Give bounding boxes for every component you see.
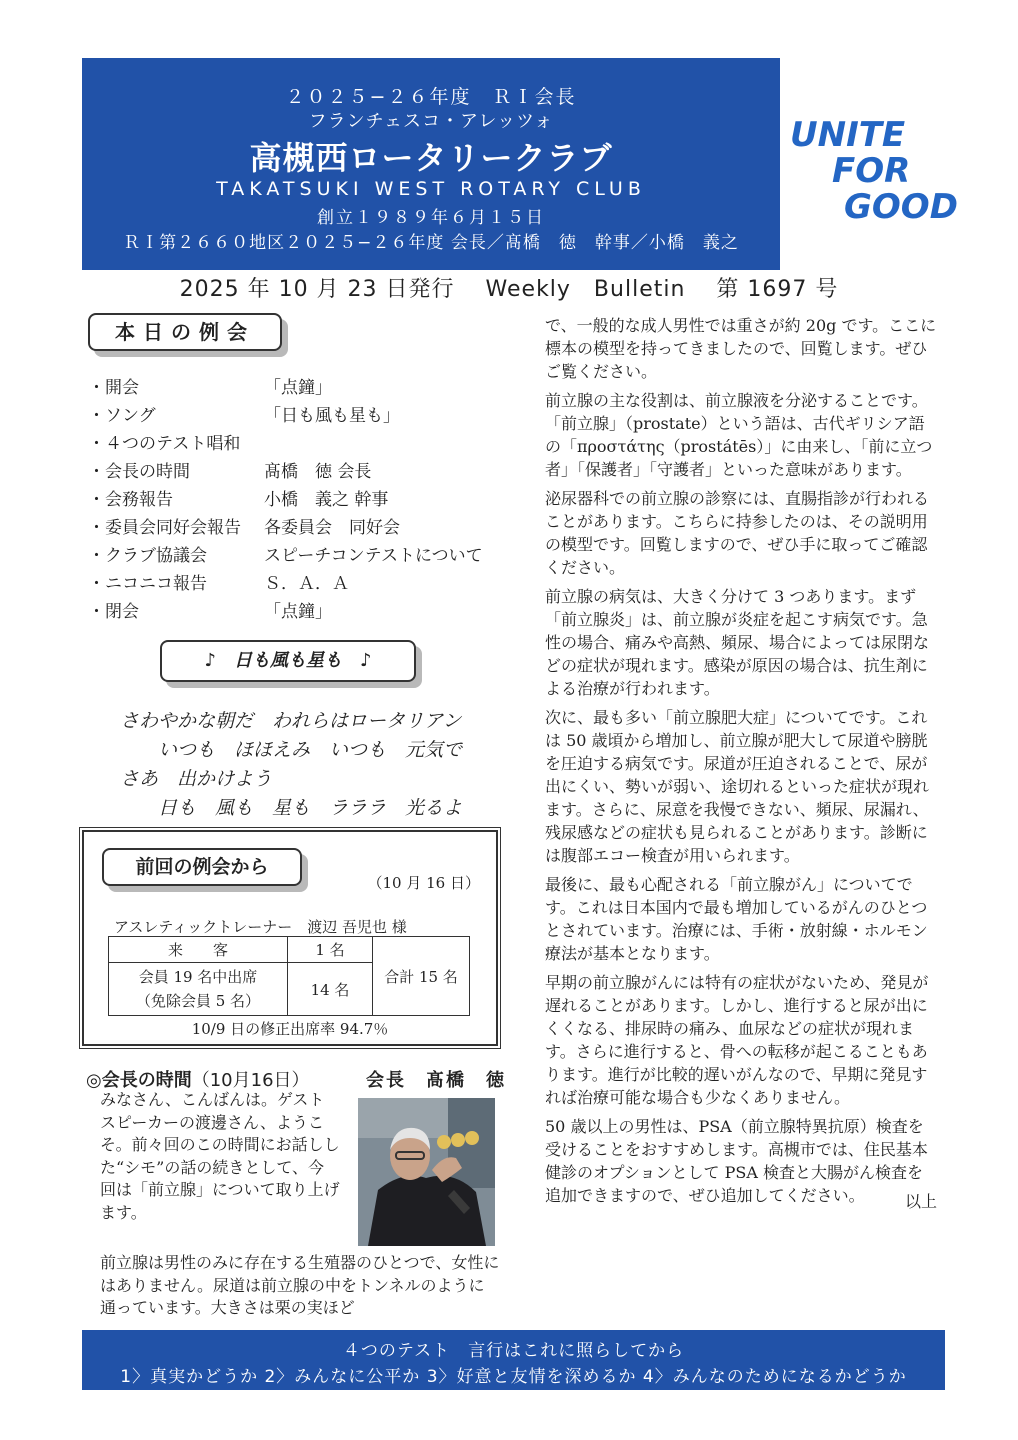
agenda-item: ・閉会 「点鐘」	[88, 602, 332, 622]
slogan-word-2: FOR	[832, 151, 911, 191]
article-paragraph: で、一般的な成人男性では重さが約 20g です。ここに標本の模型を持ってきましたので、回覧します。ぜひご覧ください。	[545, 316, 937, 381]
president-name: 会長 髙橋 徳	[366, 1070, 506, 1091]
article-right-column	[545, 314, 937, 1219]
agenda-item: ・会務報告 小橋 義之 幹事	[88, 490, 389, 510]
agenda-item: ・クラブ協議会 スピーチコンテストについて	[88, 546, 483, 566]
previous-meeting-date: （10 月 16 日）	[367, 874, 480, 892]
attendance-table	[108, 936, 470, 1016]
article-paragraph: 早期の前立腺がんには特有の症状がないため、発見が遅れることがあります。しかし、進行すると尿が出にくくなる、排尿時の痛み、血尿などの症状が現れます。さらに進行すると、骨への転移が起こることもあります。進行が比較的遅いがんなので、早期に発見すれば治療可能な場合も少なくありません。	[545, 973, 929, 1107]
agenda-item: ・ソング 「日も風も星も」	[88, 406, 400, 426]
president-photo	[358, 1098, 495, 1246]
masthead	[82, 58, 780, 270]
article-paragraph: 最後に、最も心配される「前立腺がん」についてです。これは日本国内で最も増加しているがんのひとつとされています。治療には、手術・放射線・ホルモン療法が基本となります。	[545, 875, 928, 963]
members-count: 14 名	[288, 963, 373, 1016]
guest-speaker: アスレティックトレーナー 渡辺 吾児也 様	[114, 918, 407, 936]
unite-for-good-logo	[790, 116, 965, 226]
article-paragraph: 泌尿器科での前立腺の診察には、直腸指診が行われることがあります。こちらに持参したのは、その説明用の模型です。回覧しますので、ぜひ手に取ってご確認ください。	[545, 489, 930, 577]
slogan-word-3: GOOD	[844, 187, 958, 227]
issue-line: 2025 年 10 月 23 日発行 Weekly Bulletin 第 1697 号	[179, 277, 839, 302]
agenda-item: ・４つのテスト唱和	[88, 434, 241, 454]
article-paragraph: 50 歳以上の男性は、PSA（前立腺特異抗原）検査を受けることをおすすめします。高槻市では、住民基本健診のオプションとして PSA 検査と大腸がん検査を追加できますので、ぜひ追加してください。	[545, 1117, 928, 1205]
agenda-item: ・ニコニコ報告 Ｓ．Ａ．Ａ	[88, 574, 349, 594]
song-title: ♪ 日も風も星も ♪	[160, 640, 416, 682]
members-label: 会員 19 名中出席 （免除会員 5 名）	[109, 963, 288, 1016]
agenda-item: ・会長の時間 髙橋 徳 会長	[88, 462, 372, 482]
four-way-test-items: 1〉真実かどうか 2〉みんなに公平か 3〉好意と友情を深めるか 4〉みんなのためになるかどうか	[120, 1367, 907, 1387]
lyric-line: いつも ほほえみ いつも 元気で	[158, 739, 463, 761]
previous-meeting-box	[82, 830, 498, 1046]
attendance-total: 合計 15 名	[373, 937, 470, 1016]
four-way-test-footer	[82, 1330, 945, 1390]
previous-meeting-title: 前回の例会から	[102, 848, 302, 886]
agenda-item: ・委員会同好会報告 各委員会 同好会	[88, 518, 400, 538]
president-text-intro: みなさん、こんばんは。ゲストスピーカーの渡邊さん、ようこそ。前々回のこの時間にお話しした“シモ”の話の続きとして、今回は「前立腺」について取り上げます。	[100, 1090, 340, 1222]
article-end-mark: 以上	[904, 1192, 937, 1211]
ri-year-line: ２０２５−２６年度 ＲＩ会長	[285, 86, 577, 108]
four-way-test-title: ４つのテスト 言行はこれに照らしてから	[342, 1341, 685, 1361]
lyric-line: さあ 出かけよう	[120, 768, 273, 790]
lyric-line: 日も 風も 星も ラララ 光るよ	[158, 797, 463, 819]
table-row	[109, 937, 470, 963]
slogan-word-1: UNITE	[790, 115, 906, 155]
article-paragraph: 前立腺の病気は、大きく分けて 3 つあります。まず「前立腺炎」は、前立腺が炎症を起こす病気です。急性の場合、痛みや高熱、頻尿、場合によっては尿閉などの症状が現れます。感染が原因の場合は、抗生剤による治療が行われます。	[545, 587, 930, 698]
agenda-title: 本日の例会	[88, 313, 282, 351]
founded-date: 創立１９８９年６月１５日	[317, 208, 545, 228]
visitors-label: 来 客	[109, 937, 288, 963]
officers-line: ＲＩ第２６６０地区２０２５−２６年度 会長／髙橋 徳 幹事／小橋 義之	[123, 233, 739, 253]
president-text-body: 前立腺は男性のみに存在する生殖器のひとつで、女性にはありません。尿道は前立腺の中をトンネルのように通っています。大きさは栗の実ほど	[100, 1253, 500, 1317]
section-heading: ◎会長の時間	[86, 1070, 192, 1091]
club-name: 高槻西ロータリークラブ	[249, 139, 613, 177]
ri-president-name: フランチェスコ・アレッツォ	[308, 111, 554, 132]
article-paragraph: 前立腺の主な役割は、前立腺液を分泌することです。「前立腺」（prostate）という語は、古代ギリシア語の「προστάτης（prostátēs）」に由来し、「前に立つ者」「保護者」「守護者」といった意味があります。	[545, 391, 933, 479]
article-paragraph: 次に、最も多い「前立腺肥大症」についてです。これは 50 歳頃から増加し、前立腺が肥大して尿道や膀胱を圧迫する病気です。尿道が圧迫されることで、尿が出にくい、勢いが弱い、途切れるといった症状が現れます。さらに、尿意を我慢できない、頻尿、尿漏れ、残尿感などの症状も見られることがあります。診断には腹部エコー検査が用いられます。	[545, 708, 930, 865]
corrected-attendance-rate: 10/9 日の修正出席率 94.7％	[191, 1020, 389, 1038]
agenda-list	[88, 374, 508, 626]
club-name-english: TAKATSUKI WEST ROTARY CLUB	[216, 178, 646, 200]
visitors-count: 1 名	[288, 937, 373, 963]
agenda-item: ・開会 「点鐘」	[88, 378, 332, 398]
lyric-line: さわやかな朝だ われらはロータリアン	[120, 710, 462, 732]
section-date: （10月16日）	[191, 1070, 310, 1091]
